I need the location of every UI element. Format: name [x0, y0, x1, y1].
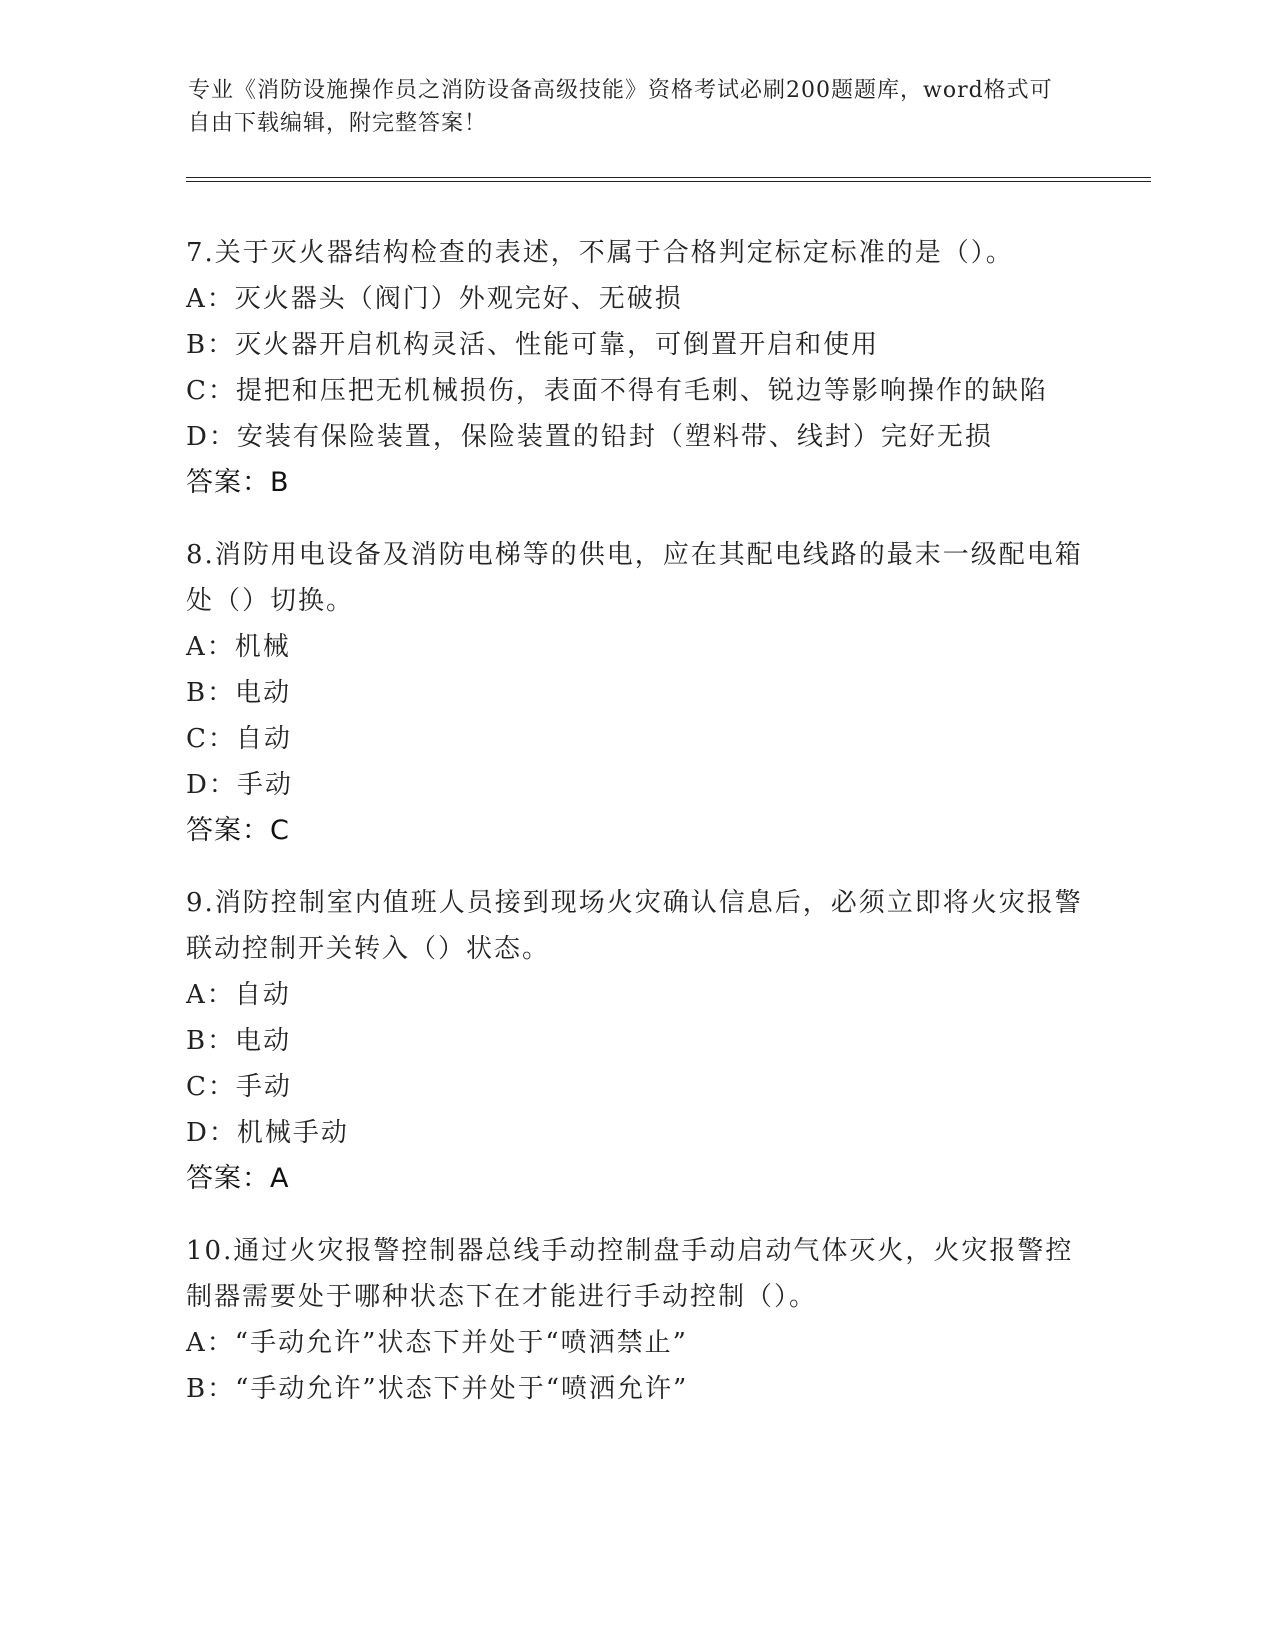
question-stem: 8.消防用电设备及消防电梯等的供电，应在其配电线路的最末一级配电箱处（）切换。 [186, 540, 1083, 616]
question-stem: 10.通过火灾报警控制器总线手动控制盘手动启动气体灭火，火灾报警控制器需要处于哪种状态下在才能进行手动控制（）。 [186, 1236, 1074, 1312]
option-c: C：自动 [186, 724, 292, 754]
option-d: D：机械手动 [186, 1118, 349, 1148]
option-d: D：安装有保险装置，保险装置的铅封（塑料带、线封）完好无损 [186, 422, 993, 452]
option-c: C：手动 [186, 1072, 292, 1102]
question-10 [186, 1228, 1086, 1412]
document-header: 专业《消防设施操作员之消防设备高级技能》资格考试必刷200题题库，word格式可自由下载编辑，附完整答案！ [188, 78, 1053, 136]
header-divider-bottom [186, 181, 1151, 182]
option-d: D：手动 [186, 770, 293, 800]
question-stem: 7.关于灭火器结构检查的表述，不属于合格判定标定标准的是（）。 [186, 238, 1014, 268]
question-8 [186, 532, 1086, 854]
option-a: A：自动 [186, 980, 291, 1010]
option-b: B：电动 [186, 678, 292, 708]
question-list [186, 230, 1086, 1438]
answer-line: 答案：B [186, 467, 290, 498]
option-a: A：机械 [186, 632, 291, 662]
option-c: C：提把和压把无机械损伤，表面不得有毛刺、锐边等影响操作的缺陷 [186, 376, 1048, 406]
question-9 [186, 880, 1086, 1202]
question-7 [186, 230, 1086, 506]
option-b: B：灭火器开启机构灵活、性能可靠，可倒置开启和使用 [186, 330, 880, 360]
question-stem: 9.消防控制室内值班人员接到现场火灾确认信息后，必须立即将火灾报警联动控制开关转入（）状态。 [186, 888, 1083, 964]
option-a: A：灭火器头（阀门）外观完好、无破损 [186, 284, 683, 314]
option-b: B：电动 [186, 1026, 292, 1056]
answer-line: 答案：C [186, 815, 290, 846]
option-a: A：“手动允许”状态下并处于“喷洒禁止” [186, 1328, 688, 1358]
answer-line: 答案：A [186, 1163, 290, 1194]
header-divider-top [186, 177, 1151, 178]
option-b: B：“手动允许”状态下并处于“喷洒允许” [186, 1374, 689, 1404]
